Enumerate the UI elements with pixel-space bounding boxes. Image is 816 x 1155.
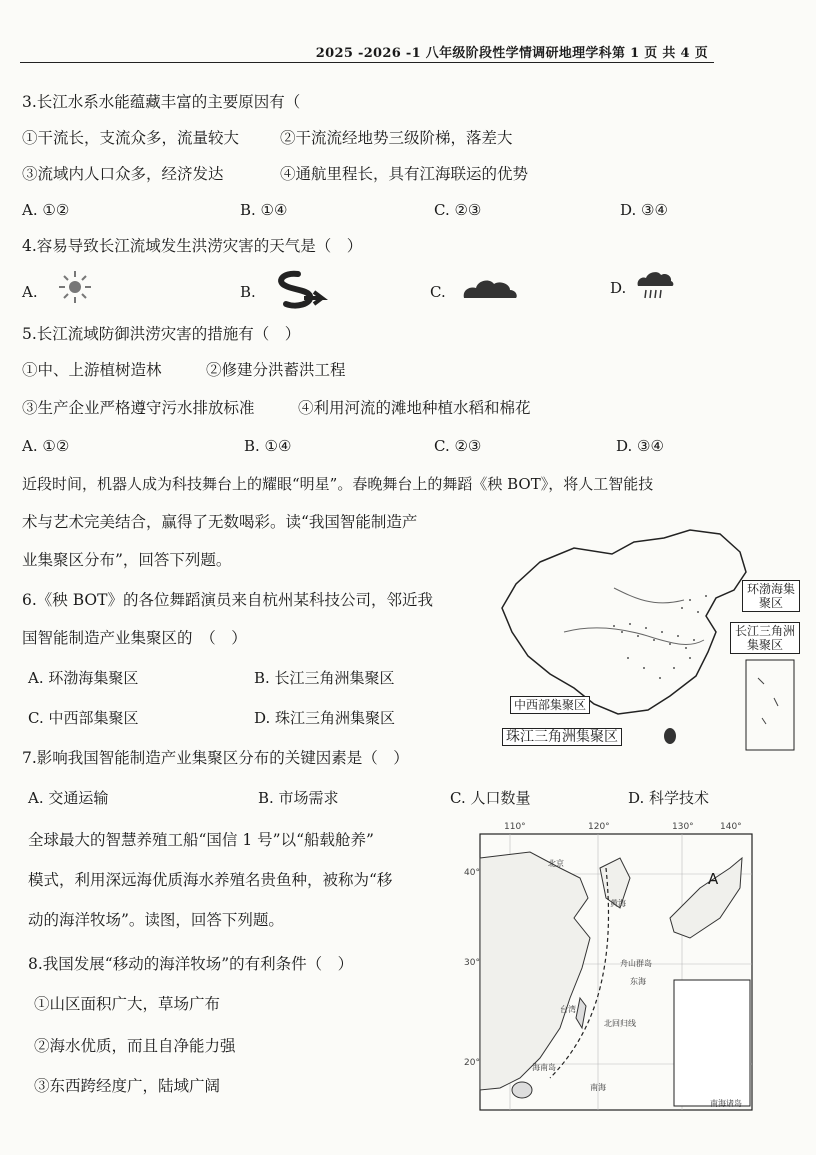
passage2-line3: 动的海洋牧场”。读图，回答下列题。 [28, 911, 284, 929]
q3-option-b[interactable]: B. ①④ [240, 201, 288, 219]
lon-130: 130° [672, 822, 694, 832]
lon-110: 110° [504, 822, 526, 832]
place-yellow-sea: 黄海 [610, 899, 626, 908]
cloudy-icon [460, 276, 520, 302]
q6-line2: 国智能制造产业集聚区的 （ ） [22, 629, 247, 647]
passage2-line2: 模式，利用深远海优质海水养殖名贵鱼种，被称为“移 [28, 871, 393, 889]
place-south-islands: 南海诸岛 [710, 1099, 742, 1108]
q3-option-c[interactable]: C. ②③ [434, 201, 482, 219]
place-hainan: 海南岛 [532, 1063, 556, 1072]
q6-option-b[interactable]: B. 长江三角洲集聚区 [254, 669, 395, 687]
q7-stem: 7.影响我国智能制造产业集聚区分布的关键因素是（ ） [22, 749, 409, 767]
label-yangtze-delta-cluster: 长江三角洲集聚区 [730, 622, 800, 654]
q3-option-d[interactable]: D. ③④ [620, 201, 668, 219]
q8-stem: 8.我国发展“移动的海洋牧场”的有利条件（ ） [28, 955, 354, 973]
q4-option-a[interactable]: A. [22, 283, 38, 301]
passage2-line1: 全球最大的智慧养殖工船“国信 1 号”以“船载舱养” [28, 831, 374, 849]
place-tropic: 北回归线 [604, 1019, 636, 1028]
place-taiwan: 台湾 [560, 1005, 576, 1014]
place-zhoushan: 舟山群岛 [620, 959, 652, 968]
q8-statement-2: ②海水优质，而且自净能力强 [34, 1037, 236, 1055]
q8-statement-3: ③东西跨经度广，陆域广阔 [34, 1077, 221, 1095]
page-header [20, 40, 714, 63]
q5-option-a[interactable]: A. ①② [22, 437, 70, 455]
q3-statement-3: ③流域内人口众多，经济发达 [22, 165, 224, 183]
q3-stem: 3.长江水系水能蕴藏丰富的主要原因有（ [22, 93, 301, 111]
passage1-line2: 术与艺术完美结合，赢得了无数喝彩。读“我国智能制造产 [22, 513, 418, 531]
q5-option-c[interactable]: C. ②③ [434, 437, 482, 455]
q7-option-d[interactable]: D. 科学技术 [628, 789, 710, 807]
q4-option-d[interactable]: D. [610, 279, 627, 297]
passage1-line3: 业集聚区分布”，回答下列题。 [22, 551, 232, 569]
q3-statement-1: ①干流长，支流众多，流量较大 [22, 129, 240, 147]
q6-option-d[interactable]: D. 珠江三角洲集聚区 [254, 709, 396, 727]
sun-icon [56, 268, 94, 306]
q7-option-b[interactable]: B. 市场需求 [258, 789, 339, 807]
q7-option-a[interactable]: A. 交通运输 [28, 789, 109, 807]
q6-option-c[interactable]: C. 中西部集聚区 [28, 709, 139, 727]
q5-statement-4: ④利用河流的滩地种植水稻和棉花 [298, 399, 531, 417]
q3-statement-2: ②干流流经地势三级阶梯，落差大 [280, 129, 513, 147]
q5-statement-2: ②修建分洪蓄洪工程 [206, 361, 346, 379]
lat-20: 20° [464, 1058, 480, 1068]
typhoon-icon [268, 268, 328, 312]
q5-statement-1: ①中、上游植树造林 [22, 361, 162, 379]
q4-option-c[interactable]: C. [430, 283, 446, 301]
q8-statement-1: ①山区面积广大，草场广布 [34, 995, 221, 1013]
page-header-text: 2025 -2026 -1 八年级阶段性学情调研地理学科第 1 页 共 4 页 [315, 46, 708, 61]
place-south-sea: 南海 [590, 1083, 606, 1092]
q5-option-b[interactable]: B. ①④ [244, 437, 292, 455]
point-a-label: A [708, 870, 719, 888]
lon-120: 120° [588, 822, 610, 832]
q5-stem: 5.长江流域防御洪涝灾害的措施有（ ） [22, 325, 301, 343]
lat-40: 40° [464, 868, 480, 878]
lon-140: 140° [720, 822, 742, 832]
place-beijing: 北京 [548, 859, 564, 868]
q5-statement-3: ③生产企业严格遵守污水排放标准 [22, 399, 255, 417]
rain-icon [634, 268, 674, 302]
label-pearl-delta-cluster: 珠江三角洲集聚区 [502, 728, 622, 746]
lat-30: 30° [464, 958, 480, 968]
q3-option-a[interactable]: A. ①② [22, 201, 70, 219]
q6-line1: 6.《秧 BOT》的各位舞蹈演员来自杭州某科技公司，邻近我 [22, 591, 433, 609]
label-central-west-cluster: 中西部集聚区 [510, 696, 590, 714]
q4-stem: 4.容易导致长江流域发生洪涝灾害的天气是（ ） [22, 237, 363, 255]
q5-option-d[interactable]: D. ③④ [616, 437, 664, 455]
ocean-ranch-map [464, 822, 762, 1120]
cluster-map [494, 528, 800, 756]
q7-option-c[interactable]: C. 人口数量 [450, 789, 531, 807]
q4-option-b[interactable]: B. [240, 283, 256, 301]
passage1-line1: 近段时间，机器人成为科技舞台上的耀眼“明星”。春晚舞台上的舞蹈《秧 BOT》，将人工智能技 [22, 475, 654, 493]
q6-option-a[interactable]: A. 环渤海集聚区 [28, 669, 139, 687]
place-east-sea: 东海 [630, 977, 646, 986]
q3-statement-4: ④通航里程长，具有江海联运的优势 [280, 165, 529, 183]
label-bohai-cluster: 环渤海集聚区 [742, 580, 800, 612]
